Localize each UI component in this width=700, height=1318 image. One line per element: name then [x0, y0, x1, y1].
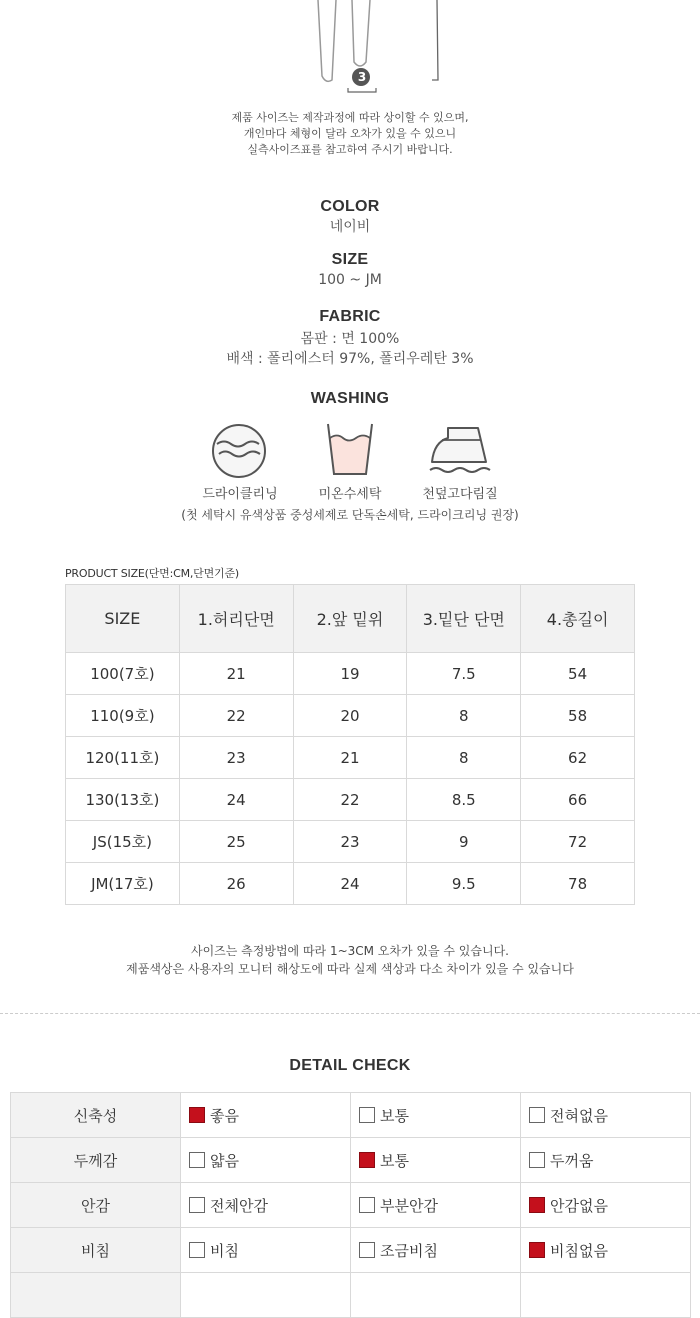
option-label: 비침없음	[550, 1241, 608, 1260]
wash-label-iron: 천덮고다림질	[422, 487, 498, 502]
detail-option	[351, 1093, 521, 1138]
detail-check-table	[10, 1092, 691, 1318]
table-cell: 21	[179, 653, 293, 695]
table-cell: 110(9호)	[66, 695, 180, 737]
header-size: SIZE	[66, 585, 180, 653]
disclaimer-line-3: 실측사이즈표를 참고하여 주시기 바랍니다.	[247, 143, 453, 156]
table-row	[66, 653, 635, 695]
table-cell: 8	[407, 695, 521, 737]
detail-option	[521, 1183, 691, 1228]
checkbox-checked	[529, 1197, 545, 1213]
detail-option	[181, 1093, 351, 1138]
checkbox	[359, 1197, 375, 1213]
detail-option	[181, 1138, 351, 1183]
header-hem: 3.밑단 단면	[407, 585, 521, 653]
checkbox	[529, 1107, 545, 1123]
table-row	[66, 863, 635, 905]
color-value: 네이비	[329, 219, 371, 235]
checkbox-checked	[359, 1152, 375, 1168]
dry-clean-icon	[210, 422, 268, 480]
table-cell: 19	[293, 653, 407, 695]
table-cell: 22	[179, 695, 293, 737]
table-cell: 20	[293, 695, 407, 737]
table-cell: 26	[179, 863, 293, 905]
option-label: 보통	[380, 1106, 409, 1125]
detail-option	[351, 1183, 521, 1228]
detail-option-empty	[181, 1273, 351, 1318]
table-cell: 24	[293, 863, 407, 905]
option-label: 비침	[210, 1241, 239, 1260]
option-label: 전체안감	[210, 1196, 268, 1215]
table-cell: 9.5	[407, 863, 521, 905]
table-cell: 72	[521, 821, 635, 863]
fabric-line-2: 배색 : 폴리에스터 97%, 폴리우레탄 3%	[226, 351, 474, 367]
option-label: 안감없음	[550, 1196, 608, 1215]
option-label: 얇음	[210, 1151, 239, 1170]
detail-label-empty	[11, 1273, 181, 1318]
table-cell: 9	[407, 821, 521, 863]
option-label: 좋음	[210, 1106, 239, 1125]
header-front-rise: 2.앞 밑위	[293, 585, 407, 653]
detail-option-empty	[351, 1273, 521, 1318]
size-value: 100 ~ JM	[318, 272, 382, 288]
checkbox	[359, 1242, 375, 1258]
detail-option-empty	[521, 1273, 691, 1318]
size-table-caption: PRODUCT SIZE(단면:CM,단면기준)	[65, 567, 239, 580]
size-table-header	[66, 585, 635, 653]
detail-row-lining	[11, 1183, 691, 1228]
table-cell: 23	[179, 737, 293, 779]
measurement-notice-line-1: 사이즈는 측정방법에 따라 1~3CM 오차가 있을 수 있습니다.	[190, 944, 509, 958]
checkbox	[189, 1197, 205, 1213]
table-cell: 21	[293, 737, 407, 779]
option-label: 전혀없음	[550, 1106, 608, 1125]
option-label: 조금비침	[380, 1241, 438, 1260]
washing-note: (첫 세탁시 유색상품 중성세제로 단독손세탁, 드라이크리닝 권장)	[181, 508, 519, 522]
table-cell: 58	[521, 695, 635, 737]
option-label: 두꺼움	[550, 1151, 594, 1170]
header-waist: 1.허리단면	[179, 585, 293, 653]
color-title: COLOR	[320, 198, 380, 215]
table-cell: 24	[179, 779, 293, 821]
table-cell: 7.5	[407, 653, 521, 695]
table-cell: JM(17호)	[66, 863, 180, 905]
detail-option	[521, 1093, 691, 1138]
measurement-notice-line-2: 제품색상은 사용자의 모니터 해상도에 따라 실제 색상과 다소 차이가 있을 수 있습니다	[126, 962, 574, 976]
detail-option	[521, 1228, 691, 1273]
washing-title: WASHING	[310, 390, 390, 407]
table-cell: 78	[521, 863, 635, 905]
section-divider	[0, 1013, 700, 1014]
option-label: 부분안감	[380, 1196, 438, 1215]
detail-label: 두께감	[11, 1138, 181, 1183]
table-cell: 100(7호)	[66, 653, 180, 695]
detail-row-sheerness	[11, 1228, 691, 1273]
detail-option	[351, 1138, 521, 1183]
table-cell: 120(11호)	[66, 737, 180, 779]
checkbox	[359, 1107, 375, 1123]
table-row	[66, 779, 635, 821]
disclaimer-line-1: 제품 사이즈는 제작과정에 따라 상이할 수 있으며,	[231, 111, 469, 124]
checkbox-checked	[189, 1107, 205, 1123]
table-cell: JS(15호)	[66, 821, 180, 863]
checkbox	[189, 1152, 205, 1168]
table-row	[66, 737, 635, 779]
detail-row-partial	[11, 1273, 691, 1318]
table-cell: 25	[179, 821, 293, 863]
detail-row-thickness	[11, 1138, 691, 1183]
table-row	[66, 821, 635, 863]
detail-option	[351, 1228, 521, 1273]
size-disclaimer	[0, 110, 700, 158]
detail-option	[521, 1138, 691, 1183]
detail-option	[181, 1183, 351, 1228]
header-length: 4.총길이	[521, 585, 635, 653]
iron-with-cloth-icon	[426, 422, 494, 478]
disclaimer-line-2: 개인마다 체형이 달라 오차가 있을 수 있으니	[243, 127, 457, 140]
detail-option	[181, 1228, 351, 1273]
table-cell: 62	[521, 737, 635, 779]
detail-check-title: DETAIL CHECK	[289, 1057, 411, 1074]
table-cell: 23	[293, 821, 407, 863]
size-title: SIZE	[331, 251, 369, 268]
wash-label-lukewarm: 미온수세탁	[318, 487, 382, 502]
measure-marker-3: 3	[357, 70, 367, 84]
checkbox-checked	[529, 1242, 545, 1258]
table-cell: 8	[407, 737, 521, 779]
table-cell: 66	[521, 779, 635, 821]
option-label: 보통	[380, 1151, 409, 1170]
size-table	[65, 584, 635, 905]
table-cell: 22	[293, 779, 407, 821]
measurement-notice	[0, 942, 700, 978]
detail-row-stretch	[11, 1093, 691, 1138]
measurement-diagram	[300, 0, 450, 95]
detail-label: 안감	[11, 1183, 181, 1228]
detail-label: 비침	[11, 1228, 181, 1273]
checkbox	[189, 1242, 205, 1258]
table-cell: 8.5	[407, 779, 521, 821]
lukewarm-wash-icon	[325, 422, 375, 478]
wash-label-dry-clean: 드라이클리닝	[202, 487, 278, 502]
detail-label: 신축성	[11, 1093, 181, 1138]
table-cell: 54	[521, 653, 635, 695]
fabric-title: FABRIC	[319, 308, 381, 325]
fabric-line-1: 몸판 : 면 100%	[300, 331, 400, 347]
checkbox	[529, 1152, 545, 1168]
table-row	[66, 695, 635, 737]
table-cell: 130(13호)	[66, 779, 180, 821]
